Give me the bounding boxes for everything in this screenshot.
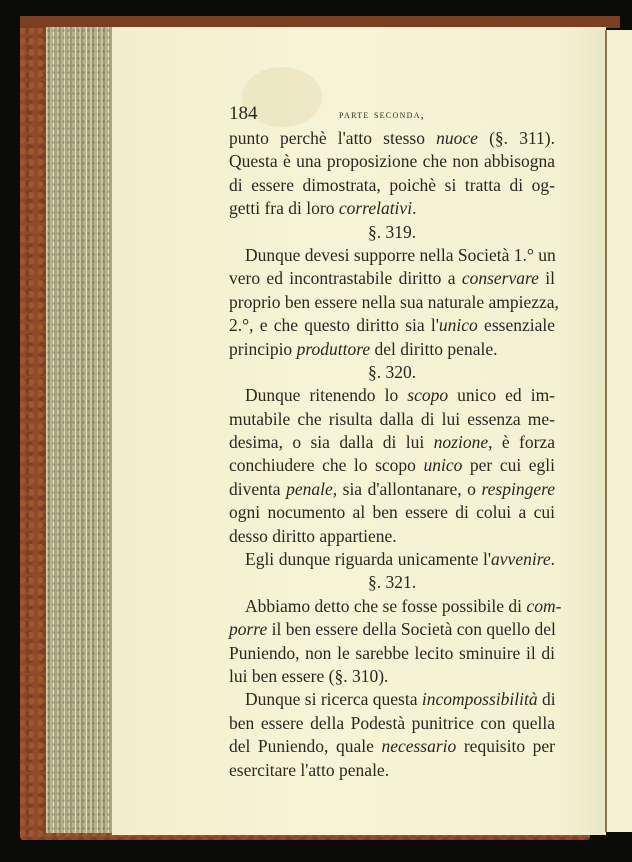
text-line: ogni nocumento al ben essere di colui a cui xyxy=(229,502,555,523)
text-line: del Puniendo, quale necessario requisito per xyxy=(229,736,555,757)
section-heading: §. 321. xyxy=(367,572,417,593)
text-line: Questa è una proposizione che non abbisogna xyxy=(229,151,555,172)
text-line: diventa penale, sia d'allontanare, o respingere xyxy=(229,478,556,499)
page-header xyxy=(229,103,555,127)
text-body xyxy=(229,127,562,782)
text-line: Puniendo, non le sarebbe lecito sminuire il di xyxy=(229,642,555,663)
text-line: porre il ben essere della Società con quello del xyxy=(229,619,556,640)
page-edges xyxy=(46,27,112,833)
text-line: Egli dunque riguarda unicamente l'avvenire. xyxy=(245,549,555,570)
section-heading: §. 320. xyxy=(367,361,417,382)
text-line: di essere dimostrata, poichè si tratta di og- xyxy=(229,174,555,195)
text-line: punto perchè l'atto stesso nuoce (§. 311). xyxy=(229,128,556,148)
text-line: 2.°, e che questo diritto sia l'unico essenziale xyxy=(229,315,555,336)
text-line: vero ed incontrastabile diritto a conservare il xyxy=(229,268,555,289)
text-line: mutabile che risulta dalla di lui essenza me- xyxy=(229,408,555,429)
text-line: esercitare l'atto penale. xyxy=(229,759,390,780)
text-line: Abbiamo detto che se fosse possibile di com- xyxy=(245,595,562,616)
text-line: conchiudere che lo scopo unico per cui egli xyxy=(229,455,555,476)
text-line: Dunque si ricerca questa incompossibilità di xyxy=(245,689,556,710)
page-text xyxy=(229,103,562,782)
section-heading: §. 319. xyxy=(367,221,417,242)
running-head: parte seconda, xyxy=(339,107,426,121)
text-line: desima, o sia dalla di lui nozione, è forza xyxy=(229,432,555,453)
text-line: getti fra di loro correlativi. xyxy=(229,198,417,219)
page-number: 184 xyxy=(229,103,258,124)
text-line: Dunque devesi supporre nella Società 1.° un xyxy=(245,244,556,265)
text-line: desso diritto appartiene. xyxy=(229,525,397,546)
text-line: Dunque ritenendo lo scopo unico ed im- xyxy=(245,385,556,406)
text-line: principio produttore del diritto penale. xyxy=(229,338,498,359)
text-line: lui ben essere (§. 310). xyxy=(229,665,389,686)
text-line: ben essere della Podestà punitrice con quella xyxy=(229,712,555,733)
facing-page-edge xyxy=(607,30,632,832)
text-line: proprio ben essere nella sua naturale ampiezza, xyxy=(229,291,559,312)
